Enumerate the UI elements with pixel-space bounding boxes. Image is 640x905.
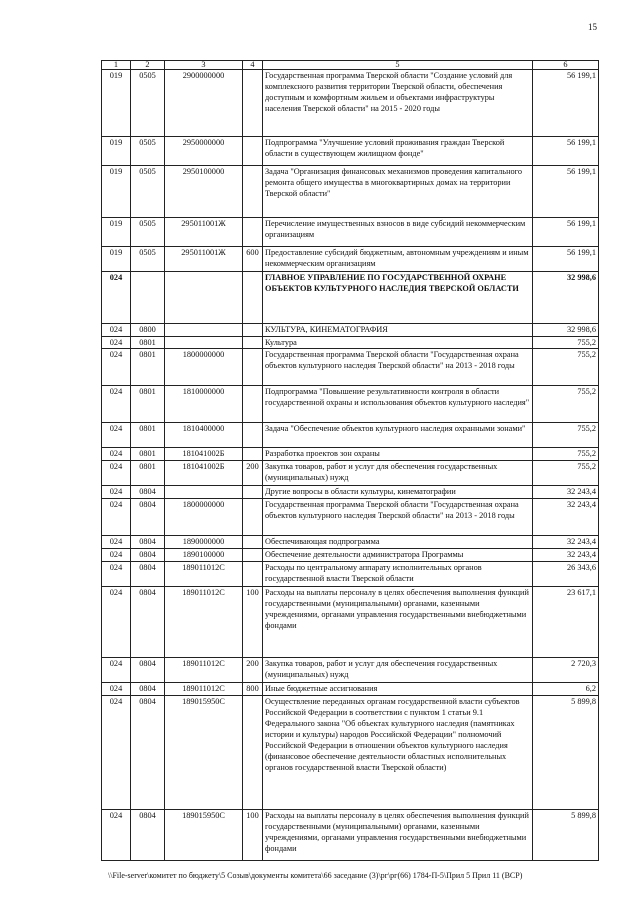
cell-name: Иные бюджетные ассигнования bbox=[263, 683, 533, 696]
cell-amount: 56 199,1 bbox=[533, 70, 599, 137]
cell-gov: 024 bbox=[102, 461, 131, 486]
table-row bbox=[102, 810, 599, 861]
cell-gov: 019 bbox=[102, 247, 131, 272]
cell-gov: 024 bbox=[102, 486, 131, 499]
table-row bbox=[102, 499, 599, 536]
cell-name: Задача "Обеспечение объектов культурного наследия охранными зонами" bbox=[263, 423, 533, 448]
cell-amount: 56 199,1 bbox=[533, 218, 599, 247]
cell-section: 0801 bbox=[131, 349, 165, 386]
cell-gov: 024 bbox=[102, 562, 131, 587]
table-row bbox=[102, 536, 599, 549]
cell-expense-type bbox=[243, 499, 263, 536]
cell-section bbox=[131, 272, 165, 324]
cell-expense-type bbox=[243, 137, 263, 166]
cell-amount: 32 243,4 bbox=[533, 486, 599, 499]
cell-name: Расходы на выплаты персоналу в целях обеспечения выполнения функций государственными (муниципальными) органами, казенными учреждениями, органами управления государственными внебюджетными фондами bbox=[263, 587, 533, 658]
cell-amount: 755,2 bbox=[533, 461, 599, 486]
cell-name: Обеспечивающая подпрограмма bbox=[263, 536, 533, 549]
cell-target-article: 189011012С bbox=[165, 562, 243, 587]
cell-name: КУЛЬТУРА, КИНЕМАТОГРАФИЯ bbox=[263, 324, 533, 337]
cell-target-article: 1800000000 bbox=[165, 499, 243, 536]
cell-name: Культура bbox=[263, 337, 533, 349]
table-row bbox=[102, 337, 599, 349]
cell-amount: 755,2 bbox=[533, 423, 599, 448]
cell-target-article: 295011001Ж bbox=[165, 218, 243, 247]
cell-section: 0804 bbox=[131, 658, 165, 683]
cell-target-article: 2900000000 bbox=[165, 70, 243, 137]
table-row bbox=[102, 549, 599, 562]
cell-amount: 5 899,8 bbox=[533, 810, 599, 861]
table-row bbox=[102, 461, 599, 486]
cell-section: 0804 bbox=[131, 536, 165, 549]
cell-expense-type: 100 bbox=[243, 587, 263, 658]
header-cell: 5 bbox=[263, 61, 533, 70]
table-row bbox=[102, 423, 599, 448]
cell-name: Перечисление имущественных взносов в виде субсидий некоммерческим организациям bbox=[263, 218, 533, 247]
cell-gov: 019 bbox=[102, 166, 131, 218]
cell-amount: 5 899,8 bbox=[533, 696, 599, 810]
cell-section: 0505 bbox=[131, 70, 165, 137]
table-row bbox=[102, 137, 599, 166]
cell-amount: 755,2 bbox=[533, 386, 599, 423]
table-row bbox=[102, 562, 599, 587]
cell-name: Осуществление переданных органам государственной власти субъектов Российской Федерации в соответствии с пунктом 1 статьи 9.1 Федерального закона "Об объектах культурного наследия (памятниках истории и культуры) народов Российской Федерации" полномочий Российской Федерации в отношении объектов культурного наследия (финансовое обеспечение деятельности областных исполнительных органов государственной власти Тверской области) bbox=[263, 696, 533, 810]
cell-name: Государственная программа Тверской области "Государственная охрана объектов культурного наследия Тверской области" на 2013 - 2018 годы bbox=[263, 499, 533, 536]
cell-target-article: 189015950С bbox=[165, 810, 243, 861]
cell-gov: 019 bbox=[102, 218, 131, 247]
cell-gov: 024 bbox=[102, 810, 131, 861]
header-row bbox=[102, 61, 599, 70]
cell-name: Подпрограмма "Улучшение условий проживания граждан Тверской области в существующем жилищном фонде" bbox=[263, 137, 533, 166]
cell-amount: 56 199,1 bbox=[533, 137, 599, 166]
cell-expense-type bbox=[243, 486, 263, 499]
header-cell: 6 bbox=[533, 61, 599, 70]
table-row bbox=[102, 247, 599, 272]
cell-gov: 024 bbox=[102, 272, 131, 324]
cell-expense-type bbox=[243, 349, 263, 386]
cell-section: 0804 bbox=[131, 549, 165, 562]
cell-section: 0804 bbox=[131, 486, 165, 499]
cell-section: 0804 bbox=[131, 587, 165, 658]
cell-target-article: 181041002Б bbox=[165, 448, 243, 461]
cell-name: Расходы по центральному аппарату исполнительных органов государственной власти Тверской области bbox=[263, 562, 533, 587]
cell-amount: 32 243,4 bbox=[533, 536, 599, 549]
table-row bbox=[102, 166, 599, 218]
table-row bbox=[102, 486, 599, 499]
cell-amount: 755,2 bbox=[533, 448, 599, 461]
table-row bbox=[102, 658, 599, 683]
cell-expense-type bbox=[243, 337, 263, 349]
cell-expense-type bbox=[243, 272, 263, 324]
cell-section: 0804 bbox=[131, 696, 165, 810]
cell-gov: 024 bbox=[102, 448, 131, 461]
cell-amount: 755,2 bbox=[533, 349, 599, 386]
table-row bbox=[102, 696, 599, 810]
cell-target-article: 2950100000 bbox=[165, 166, 243, 218]
header-cell: 4 bbox=[243, 61, 263, 70]
cell-target-article: 295011001Ж bbox=[165, 247, 243, 272]
cell-gov: 024 bbox=[102, 683, 131, 696]
cell-amount: 56 199,1 bbox=[533, 247, 599, 272]
cell-amount: 32 243,4 bbox=[533, 499, 599, 536]
table-row bbox=[102, 324, 599, 337]
cell-section: 0804 bbox=[131, 683, 165, 696]
cell-amount: 32 243,4 bbox=[533, 549, 599, 562]
cell-name: Разработка проектов зон охраны bbox=[263, 448, 533, 461]
cell-section: 0804 bbox=[131, 562, 165, 587]
page-number: 15 bbox=[588, 22, 597, 32]
cell-gov: 024 bbox=[102, 587, 131, 658]
cell-gov: 024 bbox=[102, 324, 131, 337]
cell-expense-type bbox=[243, 536, 263, 549]
cell-expense-type: 200 bbox=[243, 461, 263, 486]
header-cell: 1 bbox=[102, 61, 131, 70]
table-row bbox=[102, 587, 599, 658]
cell-expense-type bbox=[243, 324, 263, 337]
cell-expense-type bbox=[243, 423, 263, 448]
cell-target-article: 189011012С bbox=[165, 658, 243, 683]
cell-name: Расходы на выплаты персоналу в целях обеспечения выполнения функций государственными (муниципальными) органами, казенными учреждениями, органами управления государственными внебюджетными фондами bbox=[263, 810, 533, 861]
cell-expense-type: 600 bbox=[243, 247, 263, 272]
cell-name: Закупка товаров, работ и услуг для обеспечения государственных (муниципальных) нужд bbox=[263, 461, 533, 486]
cell-target-article: 181041002Б bbox=[165, 461, 243, 486]
cell-target-article bbox=[165, 486, 243, 499]
cell-amount: 56 199,1 bbox=[533, 166, 599, 218]
cell-section: 0801 bbox=[131, 448, 165, 461]
cell-section: 0505 bbox=[131, 247, 165, 272]
cell-amount: 26 343,6 bbox=[533, 562, 599, 587]
cell-gov: 024 bbox=[102, 696, 131, 810]
table-row bbox=[102, 683, 599, 696]
cell-section: 0801 bbox=[131, 423, 165, 448]
cell-target-article: 1800000000 bbox=[165, 349, 243, 386]
cell-name: Государственная программа Тверской области "Создание условий для комплексного развития территории Тверской области, обеспечения доступным и комфортным жильем и объектами инфраструктуры населения Тверской области" на 2015 - 2020 годы bbox=[263, 70, 533, 137]
cell-amount: 6,2 bbox=[533, 683, 599, 696]
cell-gov: 024 bbox=[102, 423, 131, 448]
cell-gov: 024 bbox=[102, 337, 131, 349]
cell-expense-type bbox=[243, 549, 263, 562]
cell-expense-type: 800 bbox=[243, 683, 263, 696]
cell-target-article: 1890100000 bbox=[165, 549, 243, 562]
cell-amount: 32 998,6 bbox=[533, 324, 599, 337]
cell-name: ГЛАВНОЕ УПРАВЛЕНИЕ ПО ГОСУДАРСТВЕННОЙ ОХРАНЕ ОБЪЕКТОВ КУЛЬТУРНОГО НАСЛЕДИЯ ТВЕРСКОЙ ОБЛАСТИ bbox=[263, 272, 533, 324]
table-row bbox=[102, 349, 599, 386]
cell-section: 0801 bbox=[131, 461, 165, 486]
cell-target-article: 189011012С bbox=[165, 683, 243, 696]
cell-gov: 019 bbox=[102, 70, 131, 137]
cell-amount: 755,2 bbox=[533, 337, 599, 349]
table-row bbox=[102, 70, 599, 137]
table-row bbox=[102, 386, 599, 423]
cell-expense-type bbox=[243, 386, 263, 423]
cell-expense-type bbox=[243, 448, 263, 461]
cell-target-article: 1890000000 bbox=[165, 536, 243, 549]
cell-section: 0505 bbox=[131, 137, 165, 166]
cell-section: 0505 bbox=[131, 218, 165, 247]
cell-section: 0801 bbox=[131, 386, 165, 423]
table-row bbox=[102, 448, 599, 461]
cell-expense-type: 200 bbox=[243, 658, 263, 683]
cell-name: Подпрограмма "Повышение результативности контроля в области государственной охраны и использования объектов культурного наследия" bbox=[263, 386, 533, 423]
cell-name: Закупка товаров, работ и услуг для обеспечения государственных (муниципальных) нужд bbox=[263, 658, 533, 683]
cell-target-article: 1810000000 bbox=[165, 386, 243, 423]
cell-section: 0801 bbox=[131, 337, 165, 349]
cell-gov: 024 bbox=[102, 536, 131, 549]
cell-name: Обеспечение деятельности администратора Программы bbox=[263, 549, 533, 562]
cell-gov: 024 bbox=[102, 386, 131, 423]
table-row bbox=[102, 218, 599, 247]
cell-expense-type bbox=[243, 166, 263, 218]
cell-target-article bbox=[165, 324, 243, 337]
cell-target-article: 2950000000 bbox=[165, 137, 243, 166]
cell-expense-type: 100 bbox=[243, 810, 263, 861]
cell-expense-type bbox=[243, 218, 263, 247]
cell-name: Предоставление субсидий бюджетным, автономным учреждениям и иным некоммерческим организациям bbox=[263, 247, 533, 272]
cell-target-article bbox=[165, 272, 243, 324]
cell-expense-type bbox=[243, 562, 263, 587]
cell-name: Задача "Организация финансовых механизмов проведения капитального ремонта общего имущества в многоквартирных домах на территории Тверской области" bbox=[263, 166, 533, 218]
cell-gov: 024 bbox=[102, 349, 131, 386]
cell-section: 0804 bbox=[131, 499, 165, 536]
budget-table bbox=[101, 60, 599, 861]
header-cell: 3 bbox=[165, 61, 243, 70]
cell-target-article: 189015950С bbox=[165, 696, 243, 810]
file-path-footer: \\File-server\комитет по бюджету\5 Созыв\документы комитета\66 заседание (3)\рг\рг(66) 1784-П-5\Прил 5 Прил 11 (ВСР) bbox=[108, 871, 523, 880]
cell-name: Государственная программа Тверской области "Государственная охрана объектов культурного наследия Тверской области" на 2013 - 2018 годы bbox=[263, 349, 533, 386]
table-row bbox=[102, 272, 599, 324]
cell-name: Другие вопросы в области культуры, кинематографии bbox=[263, 486, 533, 499]
cell-amount: 23 617,1 bbox=[533, 587, 599, 658]
cell-target-article: 1810400000 bbox=[165, 423, 243, 448]
cell-gov: 024 bbox=[102, 549, 131, 562]
cell-gov: 024 bbox=[102, 658, 131, 683]
cell-section: 0804 bbox=[131, 810, 165, 861]
header-cell: 2 bbox=[131, 61, 165, 70]
cell-expense-type bbox=[243, 70, 263, 137]
cell-target-article: 189011012С bbox=[165, 587, 243, 658]
cell-expense-type bbox=[243, 696, 263, 810]
cell-gov: 024 bbox=[102, 499, 131, 536]
cell-amount: 32 998,6 bbox=[533, 272, 599, 324]
cell-section: 0505 bbox=[131, 166, 165, 218]
cell-section: 0800 bbox=[131, 324, 165, 337]
cell-target-article bbox=[165, 337, 243, 349]
cell-amount: 2 720,3 bbox=[533, 658, 599, 683]
cell-gov: 019 bbox=[102, 137, 131, 166]
